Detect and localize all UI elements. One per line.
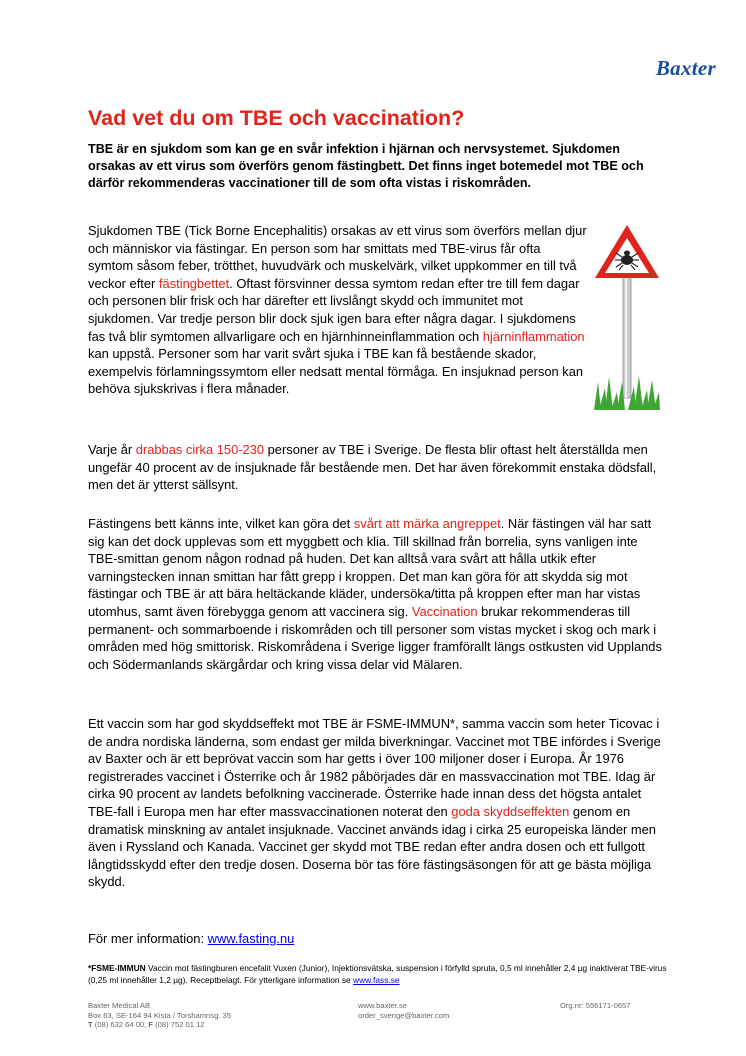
intro-paragraph: TBE är en sjukdom som kan ge en svår infektion i hjärnan och nervsystemet. Sjukdomen orsakas av ett virus som överförs genom fästingbett. Det finns inget botemedel mot TBE och därför rekommenderas vaccinationer till de som ofta vistas i riskområden. (88, 142, 644, 190)
footer-orgnr (560, 1001, 631, 1011)
p4-text-a: Ett vaccin som har god skyddseffekt mot TBE är FSME-IMMUN*, samma vaccin som heter Ticovac i de andra nordiska länderna, som endast ger milda biverkningar. Vaccinet mot TBE infördes i Sverige av Baxter och är ett beprövat vaccin som har getts i över 100 miljoner doser i Europa. År 1976 registrerades vaccinet i Österrike och år 1982 påbörjades där en massvaccination mot TBE. Idag är cirka 90 procent av landets befolkning vaccinerade. Österrike hade innan dess det högsta antalet TBE-fall i Europa men har efter massvaccinationen noterat den (88, 716, 661, 819)
link-vaccination[interactable]: Vaccination (411, 603, 478, 619)
link-fastingbettet[interactable]: fästingbettet (158, 275, 230, 291)
footnote (88, 962, 668, 986)
footer-address (88, 1001, 231, 1030)
footer-street: Box 63, SE-164 94 Kista / Torshamnsg. 35 (88, 1010, 231, 1020)
footer-company: Baxter Medical AB (88, 1001, 151, 1010)
org-number: Org.nr: 556171-0657 (560, 1001, 631, 1010)
p1-text-c: kan uppstå. Personer som har varit svårt sjuka i TBE kan få bestående skador, exempelvis förlamningssymtom eller nedsatt mental förmåga. En insjuknad person kan behöva sjukskrivas i flera månader. (88, 346, 584, 397)
footer-website[interactable]: www.baxter.se (358, 1001, 407, 1010)
fass-link[interactable]: www.fass.se (353, 975, 400, 985)
fax-number: (08) 752 01 12 (153, 1020, 205, 1030)
paragraph-prevention (88, 515, 666, 673)
footer-web (358, 1001, 449, 1020)
phone-label: T (88, 1020, 93, 1030)
fasting-nu-link[interactable]: www.fasting.nu (207, 931, 295, 946)
fax-label: F (148, 1020, 154, 1030)
phone-number: (08) 632 64 00, (92, 1020, 149, 1030)
footer-email[interactable]: order_sverige@baxter.com (358, 1010, 450, 1020)
link-goda-skyddseffekten[interactable]: goda skyddseffekten (451, 803, 570, 819)
p1-text-b: . Oftast försvinner dessa symtom redan efter tre till fem dagar och personen blir frisk och har därefter ett livslångt skydd och immunitet mot sjukdomen. Var tredje person blir dock sjuk igen bara efter några dagar. I sjukdomens fas två blir symtomen allvarligare och en hjärnhinneinflammation och (88, 275, 580, 344)
footer-contact (88, 1020, 231, 1030)
paragraph-statistics (88, 441, 666, 494)
link-svart-att-marka[interactable]: svårt att märka angreppet (353, 516, 501, 531)
p2-text-b: personer av TBE i Sverige. De flesta blir oftast helt återställda men ungefär 40 procent av de insjuknade får bestående men. Det har även förekommit enstaka dödsfall, men det är ytterst sällsynt. (88, 442, 657, 493)
page-title: Vad vet du om TBE och vaccination? (88, 106, 465, 130)
paragraph-vaccine (88, 715, 666, 891)
link-drabbas[interactable]: drabbas cirka 150-230 (135, 442, 265, 457)
p4-text-b: genom en dramatisk minskning av antalet insjuknade. Vaccinet används idag i cirka 25 europeiska länder men även i Ryssland och Kanada. Vaccinet ger skydd mot TBE redan efter andra dosen och ett fullgott långtidsskydd efter den tredje dosen. Doserna bör tas före fästingsäsongen för att ge bästa möjliga skydd. (88, 803, 656, 890)
tick-warning-sign-image (592, 222, 662, 412)
p3-text-c: brukar rekommenderas till permanent- och sommarboende i riskområden och till personer som vistas mycket i skog och mark i områden med hög smittorisk. Riskområdena i Sverige ligger framförallt längs ostkusten vid Upplands och Södermanlands skärgårdar och kring vissa delar vid Mälaren. (88, 603, 662, 672)
footnote-product: *FSME-IMMUN (88, 963, 146, 973)
footnote-text: Vaccin mot fästingburen encefalit Vuxen (Junior), Injektionsvätska, suspension i förfylld spruta, 0,5 ml innehåller 2,4 µg inaktiverat TBE-virus (0,25 ml innehåller 1,2 µg). Receptbelagt. För ytterligare information se (88, 963, 667, 985)
p3-text-a: Fästingens bett känns inte, vilket kan göra det (88, 516, 354, 531)
p1-text-a: Sjukdomen TBE (Tick Borne Encephalitis) orsakas av ett virus som överförs mellan djur och människor via fästingar. En person som har smittats med TBE-virus får ofta symtom såsom feber, trötthet, huvudvärk och muskelvärk, vilket uppkommer en till två veckor efter (88, 223, 587, 291)
link-hjarninflammation[interactable]: hjärninflammation (482, 328, 585, 344)
more-info-line (88, 930, 666, 948)
baxter-logo: Baxter (655, 56, 716, 80)
p2-text-a: Varje år (88, 442, 136, 457)
p3-text-b: . När fästingen väl har satt sig kan det dock upplevas som ett myggbett och klia. Till skillnad från borrelia, syns vanligen inte TBE-smittan genom någon rodnad på huden. Det kan alltså vara svårt att hålla utkik efter varningstecken innan smittan har fått grepp i kroppen. Det man kan göra för att skydda sig mot fästingar och TBE är att bära heltäckande kläder, undersöka/titta på kroppen efter man har vistas utomhus, samt även förebygga genom att vaccinera sig. (88, 516, 652, 619)
paragraph-symptoms (88, 222, 588, 398)
more-info-label: För mer information: (88, 931, 208, 946)
